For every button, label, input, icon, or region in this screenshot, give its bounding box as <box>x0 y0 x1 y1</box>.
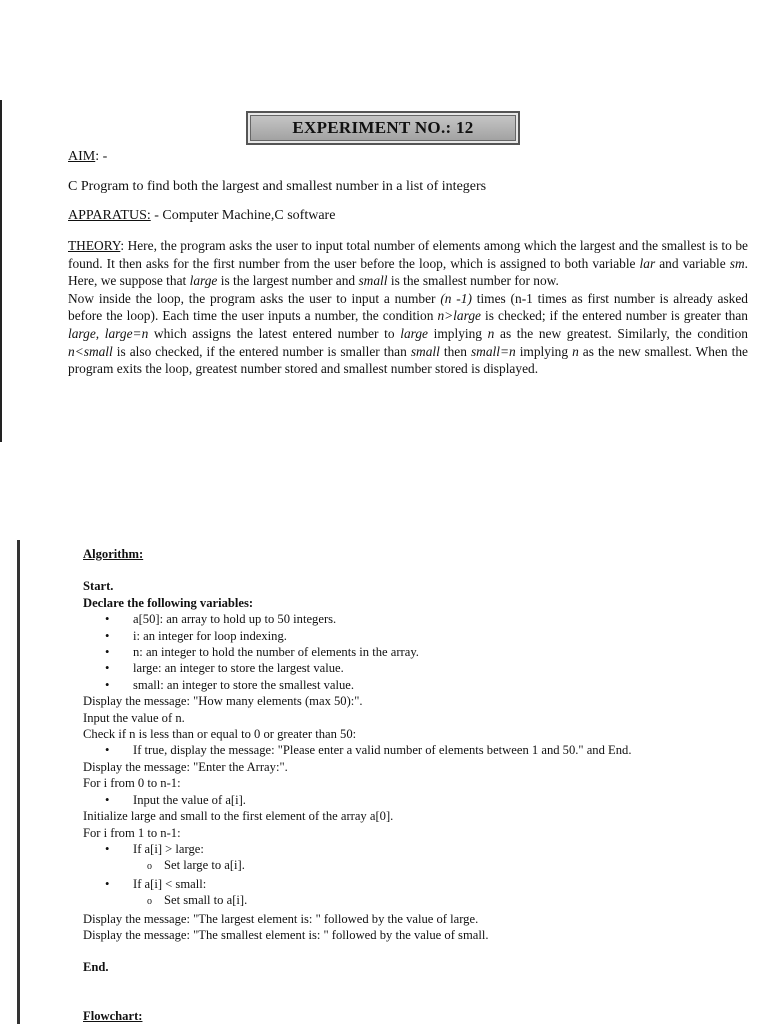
theory-var: large, large=n <box>68 325 149 341</box>
algorithm-step: Display the message: "The largest element is: " followed by the value of large. <box>83 911 479 926</box>
theory-text: implying <box>515 343 573 359</box>
left-margin-rule-bottom <box>17 540 20 1024</box>
algorithm-step: For i from 1 to n-1: <box>83 825 181 840</box>
algorithm-sub-bullet: o Set small to a[i]. <box>83 892 763 910</box>
theory-text: : Here, the program asks the user to input total number of elements among which the largest and the smallest is to be found. It then asks for the first number from the user before the loop, which is assigned to both variable <box>68 238 748 271</box>
algorithm-bullet: • n: an integer to hold the number of elements in the array. <box>83 644 763 660</box>
theory-var: n>large <box>437 308 481 324</box>
algorithm-section <box>83 546 763 1024</box>
theory-text: . Here, we suppose that <box>68 255 748 289</box>
algorithm-step: Display the message: "The smallest element is: " followed by the value of small. <box>83 927 489 942</box>
theory-text: and variable <box>655 255 730 271</box>
apparatus-text: - Computer Machine,C software <box>150 208 336 223</box>
theory-text: is the smallest number for now. <box>387 273 559 289</box>
flowchart-heading: Flowchart: <box>83 1008 143 1023</box>
theory-text: is also checked, if the entered number is smaller than <box>112 343 411 359</box>
theory-var: n <box>572 343 579 359</box>
algorithm-bullet: • i: an integer for loop indexing. <box>83 628 763 644</box>
algorithm-step: Declare the following variables: <box>83 595 254 610</box>
theory-paragraph-1 <box>68 237 748 290</box>
algorithm-step: Check if n is less than or equal to 0 or greater than 50: <box>83 727 357 742</box>
theory-var: small <box>410 343 440 359</box>
theory-text: as the new greatest. Similarly, the condition <box>494 325 748 341</box>
left-margin-rule-top <box>0 100 2 442</box>
algorithm-heading: Algorithm: <box>83 547 144 561</box>
theory-text: as the new smallest. When the program exits the loop, greatest number stored and smallest number stored is displayed. <box>68 343 748 377</box>
theory-text: which assigns the latest entered number to <box>148 325 401 341</box>
theory-text: times (n-1 times as first number is already asked before the loop). Each time the user inputs a number, the condition <box>68 290 749 324</box>
theory-var: large <box>400 325 428 341</box>
algorithm-end: End. <box>83 960 109 975</box>
experiment-title: EXPERIMENT NO.: 12 <box>246 111 520 145</box>
theory-text: is checked; if the entered number is greater than <box>480 308 748 324</box>
theory-var: small <box>358 273 388 289</box>
apparatus-label: APPARATUS: <box>68 208 151 223</box>
algorithm-step: Input the value of n. <box>83 710 185 725</box>
aim-text: C Program to find both the largest and smallest number in a list of integers <box>68 179 487 194</box>
apparatus-line <box>68 207 335 224</box>
theory-text: then <box>439 343 471 359</box>
algorithm-bullet: • a[50]: an array to hold up to 50 integers. <box>83 611 763 627</box>
theory-section <box>68 237 748 378</box>
theory-var: sm <box>729 255 745 271</box>
algorithm-bullet: • If a[i] > large: <box>83 841 763 857</box>
algorithm-step: Start. <box>83 579 114 594</box>
theory-text: is the largest number and <box>217 273 359 289</box>
algorithm-bullet: • small: an integer to store the smallest value. <box>83 677 763 693</box>
theory-var: n <box>487 325 495 341</box>
algorithm-bullet: • If true, display the message: "Please enter a valid number of elements between 1 and 50." and End. <box>83 742 763 758</box>
theory-label: THEORY <box>68 238 121 253</box>
theory-var: (n -1) <box>440 290 472 306</box>
theory-text: Now inside the loop, the program asks the user to input a number <box>68 290 441 306</box>
algorithm-bullet: • large: an integer to store the largest value. <box>83 660 763 676</box>
theory-var: lar <box>639 255 656 271</box>
aim-suffix: : - <box>95 149 108 164</box>
algorithm-step: For i from 0 to n-1: <box>83 776 181 791</box>
algorithm-sub-bullet: o Set large to a[i]. <box>83 857 763 875</box>
algorithm-bullet: • Input the value of a[i]. <box>83 792 763 808</box>
theory-paragraph-2 <box>68 290 748 378</box>
aim-label: AIM <box>68 149 96 164</box>
theory-text: implying <box>428 325 488 341</box>
algorithm-step: Display the message: "Enter the Array:". <box>83 759 288 774</box>
aim-heading <box>68 148 107 165</box>
theory-var: n<small <box>68 343 113 359</box>
theory-var: large <box>189 273 218 289</box>
theory-var: small=n <box>470 343 516 359</box>
algorithm-bullet: • If a[i] < small: <box>83 876 763 892</box>
algorithm-step: Initialize large and small to the first element of the array a[0]. <box>83 809 394 824</box>
algorithm-step: Display the message: "How many elements (max 50):". <box>83 694 363 709</box>
